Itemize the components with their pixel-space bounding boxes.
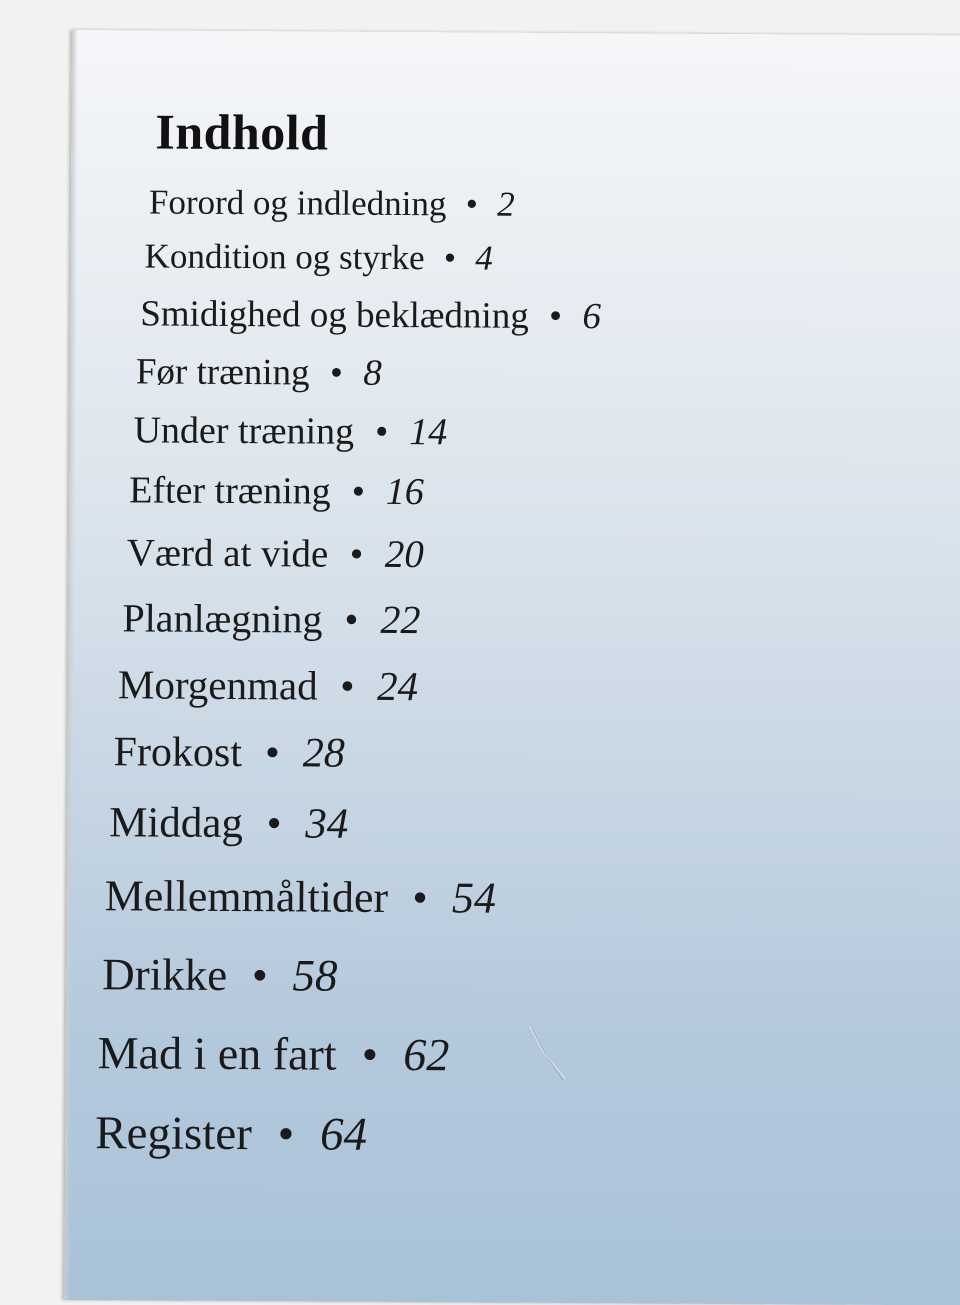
toc-entry-title: Kondition og styrke bbox=[144, 236, 425, 278]
toc-entry-page: 4 bbox=[475, 238, 493, 278]
toc-entry bbox=[144, 236, 492, 278]
toc-entry-page: 64 bbox=[319, 1108, 368, 1161]
toc-entry-title: Drikke bbox=[102, 949, 228, 1000]
toc-entry-title: Register bbox=[95, 1107, 253, 1161]
toc-entry bbox=[140, 292, 601, 338]
toc-entry-page: 54 bbox=[451, 873, 497, 923]
toc-separator: • bbox=[264, 730, 280, 777]
toc-heading: Indhold bbox=[155, 103, 329, 161]
toc-separator: • bbox=[340, 662, 355, 709]
toc-entry-page: 8 bbox=[363, 352, 382, 394]
toc-entry bbox=[149, 182, 515, 224]
toc-separator: • bbox=[266, 800, 282, 848]
toc-entry bbox=[118, 660, 418, 710]
book-page bbox=[64, 30, 960, 1305]
toc-separator: • bbox=[344, 596, 359, 642]
toc-entry-title: Planlægning bbox=[122, 595, 323, 642]
toc-entry-page: 22 bbox=[380, 596, 421, 643]
toc-separator: • bbox=[329, 352, 344, 394]
toc-entry-page: 6 bbox=[582, 296, 602, 338]
toc-entry-page: 58 bbox=[292, 950, 338, 1001]
toc-separator: • bbox=[443, 238, 457, 278]
toc-separator: • bbox=[374, 410, 389, 453]
toc-entry-page: 2 bbox=[497, 184, 515, 224]
toc-entry-title: Frokost bbox=[113, 729, 243, 777]
toc-separator: • bbox=[277, 1108, 295, 1161]
toc-entry-title: Morgenmad bbox=[117, 661, 318, 709]
toc-separator: • bbox=[412, 873, 428, 923]
toc-entry-title: Forord og indledning bbox=[148, 182, 447, 224]
toc-entry-title: Før træning bbox=[135, 351, 310, 394]
toc-entry-page: 34 bbox=[305, 800, 349, 848]
toc-entry-title: Værd at vide bbox=[126, 531, 329, 576]
toc-entry-title: Under træning bbox=[133, 409, 355, 453]
toc-entry bbox=[113, 728, 345, 777]
toc-entry-title: Efter træning bbox=[129, 469, 331, 513]
toc-entry bbox=[122, 594, 420, 643]
toc-entry bbox=[133, 408, 447, 454]
toc-separator: • bbox=[349, 532, 364, 576]
toc-separator: • bbox=[465, 184, 479, 224]
toc-entry-title: Mellemmåltider bbox=[104, 871, 389, 922]
toc-separator: • bbox=[251, 950, 268, 1001]
toc-entry-page: 62 bbox=[403, 1029, 450, 1081]
toc-entry-page: 20 bbox=[384, 532, 424, 577]
toc-entry-title: Smidighed og beklædning bbox=[140, 293, 529, 337]
toc-entry bbox=[98, 1026, 450, 1081]
toc-separator: • bbox=[351, 470, 366, 513]
toc-entry bbox=[129, 468, 424, 514]
page-edge bbox=[64, 30, 78, 1300]
toc-entry bbox=[136, 350, 382, 395]
toc-separator: • bbox=[548, 295, 563, 337]
toc-entry-title: Mad i en fart bbox=[97, 1027, 337, 1080]
paper-crease bbox=[528, 1023, 568, 1083]
toc-separator: • bbox=[361, 1028, 379, 1080]
toc-entry-page: 24 bbox=[376, 662, 419, 710]
toc-entry-page: 16 bbox=[385, 470, 424, 514]
toc-entry bbox=[109, 798, 348, 848]
toc-entry bbox=[95, 1106, 367, 1162]
toc-entry-page: 28 bbox=[302, 730, 345, 777]
toc-entry bbox=[105, 870, 497, 923]
toc-entry-page: 14 bbox=[409, 411, 448, 454]
toc-entry-title: Middag bbox=[109, 799, 244, 848]
toc-entry bbox=[102, 948, 338, 1001]
toc-entry bbox=[127, 530, 424, 577]
